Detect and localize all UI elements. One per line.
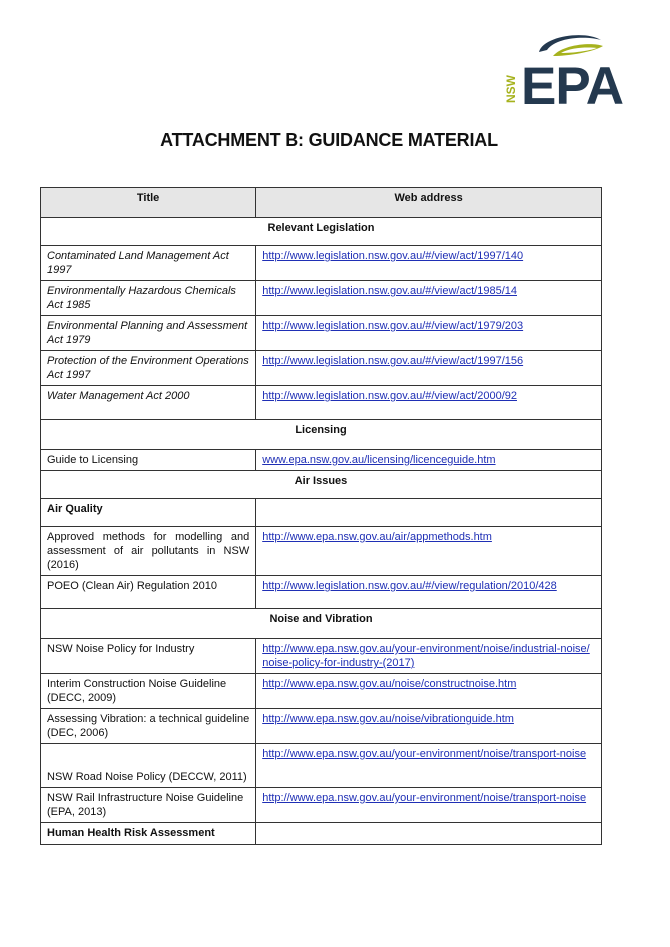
web-address-cell xyxy=(256,674,602,709)
section-row xyxy=(41,420,602,450)
table-row xyxy=(41,744,602,788)
web-address-cell xyxy=(256,499,602,527)
web-address-cell xyxy=(256,450,602,471)
table-row xyxy=(41,788,602,823)
table-row xyxy=(41,386,602,420)
web-address-cell xyxy=(256,823,602,845)
web-address-link[interactable]: http://www.epa.nsw.gov.au/your-environment/noise/industrial-noise/noise-policy-for-industry-(2017) xyxy=(262,643,590,669)
section-row xyxy=(41,471,602,499)
document-title: Guide to Licensing xyxy=(41,450,256,471)
web-address-cell xyxy=(256,709,602,744)
header-web-address: Web address xyxy=(256,188,602,218)
web-address-cell xyxy=(256,639,602,674)
web-address-link[interactable]: http://www.legislation.nsw.gov.au/#/view/act/1997/140 xyxy=(262,250,524,262)
web-address-link[interactable]: http://www.epa.nsw.gov.au/your-environment/noise/transport-noise xyxy=(262,792,587,804)
header-title: Title xyxy=(41,188,256,218)
document-title: Interim Construction Noise Guideline (DECC, 2009) xyxy=(41,674,256,709)
logo-nsw-text: NSW xyxy=(504,75,518,103)
web-address-link[interactable]: http://www.epa.nsw.gov.au/air/appmethods.htm xyxy=(262,531,492,543)
document-title: POEO (Clean Air) Regulation 2010 xyxy=(41,576,256,609)
document-title: Protection of the Environment Operations Act 1997 xyxy=(41,351,256,386)
web-address-cell xyxy=(256,281,602,316)
document-title: Human Health Risk Assessment xyxy=(41,823,256,845)
table-row xyxy=(41,351,602,386)
web-address-cell xyxy=(256,316,602,351)
table-row xyxy=(41,246,602,281)
section-heading: Licensing xyxy=(41,420,602,450)
document-title: Assessing Vibration: a technical guideline (DEC, 2006) xyxy=(41,709,256,744)
section-row xyxy=(41,218,602,246)
web-address-cell xyxy=(256,744,602,788)
web-address-cell xyxy=(256,351,602,386)
table-row xyxy=(41,499,602,527)
document-title: Environmentally Hazardous Chemicals Act 1985 xyxy=(41,281,256,316)
guidance-table xyxy=(40,187,602,845)
document-title: Approved methods for modelling and assessment of air pollutants in NSW (2016) xyxy=(41,527,256,576)
web-address-link[interactable]: http://www.legislation.nsw.gov.au/#/view/act/2000/92 xyxy=(262,390,517,402)
table-row xyxy=(41,639,602,674)
document-title: NSW Road Noise Policy (DECCW, 2011) xyxy=(41,744,256,788)
web-address-link[interactable]: http://www.legislation.nsw.gov.au/#/view/act/1997/156 xyxy=(262,355,524,367)
web-address-link[interactable]: http://www.epa.nsw.gov.au/noise/vibrationguide.htm xyxy=(262,713,514,725)
web-address-link[interactable]: http://www.legislation.nsw.gov.au/#/view/act/1985/14 xyxy=(262,285,517,297)
table-row xyxy=(41,316,602,351)
table-row xyxy=(41,281,602,316)
table-row xyxy=(41,576,602,609)
web-address-link[interactable]: http://www.epa.nsw.gov.au/noise/constructnoise.htm xyxy=(262,678,517,690)
document-title: NSW Rail Infrastructure Noise Guideline (EPA, 2013) xyxy=(41,788,256,823)
table-row xyxy=(41,823,602,845)
table-row xyxy=(41,527,602,576)
logo-epa-text: EPA xyxy=(521,57,624,116)
web-address-cell xyxy=(256,788,602,823)
document-title: Environmental Planning and Assessment Act 1979 xyxy=(41,316,256,351)
table-header-row xyxy=(41,188,602,218)
table-row xyxy=(41,450,602,471)
web-address-link[interactable]: www.epa.nsw.gov.au/licensing/licenceguide.htm xyxy=(262,454,496,466)
section-heading: Noise and Vibration xyxy=(41,609,602,639)
web-address-cell xyxy=(256,527,602,576)
section-row xyxy=(41,609,602,639)
web-address-link[interactable]: http://www.legislation.nsw.gov.au/#/view/act/1979/203 xyxy=(262,320,524,332)
web-address-cell xyxy=(256,576,602,609)
page-title: ATTACHMENT B: GUIDANCE MATERIAL xyxy=(160,130,498,150)
table-body xyxy=(41,218,602,845)
document-title: NSW Noise Policy for Industry xyxy=(41,639,256,674)
logo-swoosh-icon xyxy=(533,30,605,60)
web-address-cell xyxy=(256,386,602,420)
document-title: Contaminated Land Management Act 1997 xyxy=(41,246,256,281)
document-title: Water Management Act 2000 xyxy=(41,386,256,420)
web-address-cell xyxy=(256,246,602,281)
section-heading: Relevant Legislation xyxy=(41,218,602,246)
table-row xyxy=(41,709,602,744)
epa-logo xyxy=(503,30,628,116)
web-address-link[interactable]: http://www.legislation.nsw.gov.au/#/view/regulation/2010/428 xyxy=(262,580,557,592)
section-heading: Air Issues xyxy=(41,471,602,499)
table-row xyxy=(41,674,602,709)
document-title: Air Quality xyxy=(41,499,256,527)
web-address-link[interactable]: http://www.epa.nsw.gov.au/your-environment/noise/transport-noise xyxy=(262,748,587,760)
